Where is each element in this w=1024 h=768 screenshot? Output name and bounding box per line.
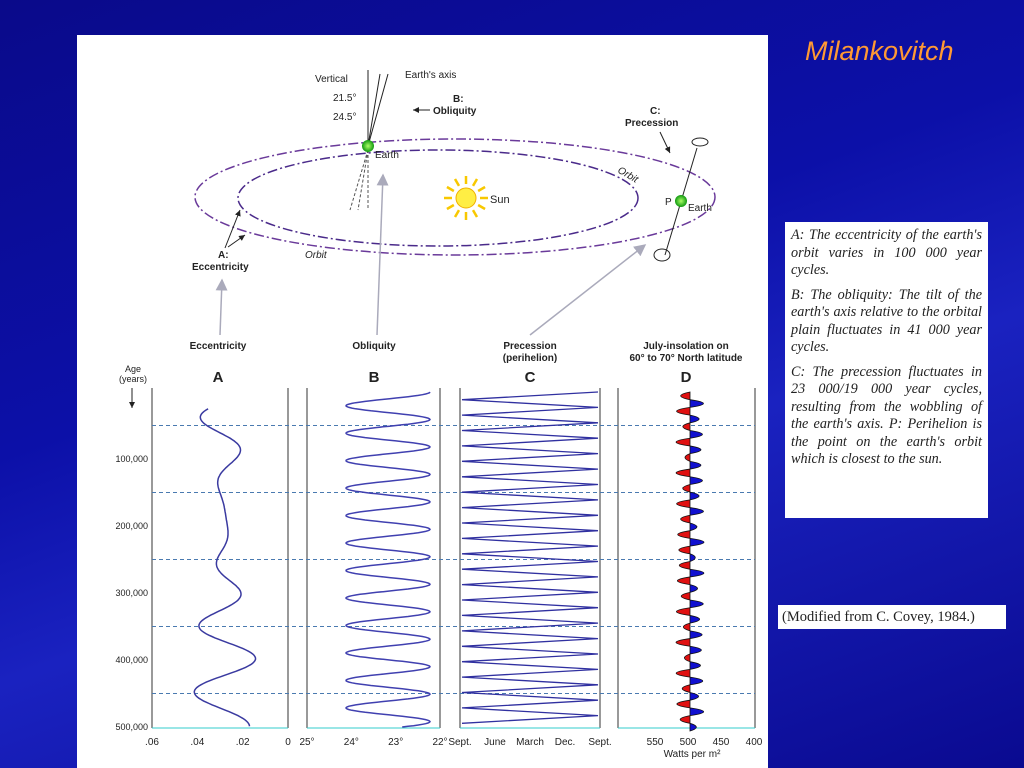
age-tick-label: 500,000 bbox=[115, 722, 148, 732]
sun-ray bbox=[455, 179, 459, 186]
insolation-low-lobe bbox=[690, 415, 699, 423]
b-label: B: bbox=[453, 94, 464, 105]
orbit-outer bbox=[195, 139, 715, 255]
eccentricity-curve bbox=[194, 409, 255, 727]
angle-max-label: 24.5° bbox=[333, 112, 357, 123]
sun-ray bbox=[447, 205, 454, 209]
angle-min-label: 21.5° bbox=[333, 93, 357, 104]
panel-c-heading-2: (perihelion) bbox=[502, 353, 558, 364]
insolation-low-lobe bbox=[690, 646, 701, 654]
insolation-low-lobe bbox=[690, 585, 698, 593]
sun-ray bbox=[473, 179, 477, 186]
sun-ray bbox=[478, 187, 485, 191]
panel-d-heading-2: 60° to 70° North latitude bbox=[629, 353, 743, 364]
insolation-low-lobe bbox=[690, 554, 695, 562]
x-tick-label: 24° bbox=[343, 737, 359, 748]
panel-a-letter: A bbox=[212, 369, 224, 386]
panel-b-letter: B bbox=[368, 369, 380, 386]
panel-c-letter: C bbox=[524, 369, 536, 386]
slide-title: Milankovitch bbox=[805, 36, 954, 66]
x-tick-label: 450 bbox=[712, 737, 730, 748]
x-tick-label: March bbox=[516, 737, 544, 748]
insolation-high-lobe bbox=[677, 577, 690, 585]
earths-axis-label: Earth's axis bbox=[405, 70, 457, 81]
age-label: Age bbox=[124, 364, 142, 374]
insolation-high-lobe bbox=[677, 407, 690, 415]
insolation-high-lobe bbox=[679, 546, 690, 554]
age-tick-label: 300,000 bbox=[115, 588, 148, 598]
insolation-low-lobe bbox=[690, 569, 704, 577]
panel-c-heading: Precession bbox=[503, 341, 557, 352]
earth-label: Earth bbox=[375, 150, 399, 161]
insolation-low-lobe bbox=[690, 431, 702, 439]
panel-d-letter: D bbox=[680, 369, 692, 386]
sun-icon bbox=[444, 176, 488, 220]
caption-box bbox=[785, 222, 988, 518]
age-tick-label: 200,000 bbox=[115, 521, 148, 531]
x-tick-label: .02 bbox=[235, 737, 250, 748]
x-tick-label: 500 bbox=[679, 737, 697, 748]
caption-a: A: The eccentricity of the earth's orbit varies in 100 000 year cycles. bbox=[791, 227, 982, 278]
precession-label: Precession bbox=[625, 118, 679, 129]
caption-b: B: The obliquity: The tilt of the earth's axis relative to the orbital plain fluctuates in 41 000 year cycles. bbox=[791, 286, 982, 355]
insolation-low-lobe bbox=[690, 615, 700, 623]
insolation-high-lobe bbox=[682, 685, 690, 693]
insolation-low-lobe bbox=[690, 662, 700, 670]
panel-d-heading: July-insolation on bbox=[643, 341, 729, 352]
x-tick-label: 23° bbox=[388, 737, 404, 748]
insolation-low-lobe bbox=[690, 631, 702, 639]
insolation-low-lobe bbox=[690, 708, 704, 716]
insolation-high-lobe bbox=[676, 608, 690, 616]
x-tick-label: 550 bbox=[646, 737, 664, 748]
insolation-high-lobe bbox=[680, 716, 690, 724]
panel-b-heading: Obliquity bbox=[352, 341, 396, 352]
insolation-high-lobe bbox=[681, 592, 690, 600]
insolation-high-lobe bbox=[683, 484, 690, 492]
insolation-high-lobe bbox=[683, 423, 690, 431]
insolation-low-lobe bbox=[690, 461, 701, 469]
obliquity-label: Obliquity bbox=[433, 106, 477, 117]
eccentricity-label: Eccentricity bbox=[192, 262, 249, 273]
vertical-label: Vertical bbox=[315, 74, 348, 85]
insolation-low-lobe bbox=[690, 492, 699, 500]
insolation-high-lobe bbox=[677, 700, 690, 708]
insolation-low-lobe bbox=[690, 538, 704, 546]
x-tick-label: .04 bbox=[190, 737, 205, 748]
orbit-label-2: Orbit bbox=[305, 250, 327, 261]
insolation-high-lobe bbox=[679, 562, 690, 570]
perihelion-label: P bbox=[665, 197, 672, 208]
orbit-inner bbox=[238, 150, 638, 246]
earth-label-2: Earth bbox=[688, 203, 712, 214]
watts-unit-label: Watts per m² bbox=[663, 749, 721, 760]
insolation-high-lobe bbox=[676, 438, 690, 446]
x-tick-label: 22° bbox=[432, 737, 448, 748]
insolation-low-lobe bbox=[690, 523, 697, 531]
insolation-low-lobe bbox=[690, 446, 701, 454]
insolation-high-lobe bbox=[681, 515, 690, 523]
x-tick-label: 25° bbox=[299, 737, 315, 748]
x-tick-label: 400 bbox=[745, 737, 763, 748]
age-unit-label: (years) bbox=[118, 374, 148, 384]
insolation-low-lobe bbox=[690, 400, 703, 408]
sun-ray bbox=[478, 205, 485, 209]
x-tick-label: 0 bbox=[285, 737, 291, 748]
age-tick-label: 100,000 bbox=[115, 454, 148, 464]
insolation-high-lobe bbox=[683, 623, 690, 631]
x-tick-label: Sept. bbox=[448, 737, 472, 748]
x-tick-label: June bbox=[484, 737, 506, 748]
insolation-high-lobe bbox=[685, 454, 690, 462]
x-tick-label: .06 bbox=[145, 737, 159, 748]
x-tick-label: Dec. bbox=[554, 737, 576, 748]
orbit-label-1: Orbit bbox=[615, 165, 640, 186]
insolation-low-lobe bbox=[690, 600, 703, 608]
insolation-high-lobe bbox=[676, 639, 690, 647]
sun-ray bbox=[447, 187, 454, 191]
age-tick-label: 400,000 bbox=[115, 655, 148, 665]
earth-icon bbox=[362, 140, 374, 152]
sun-ray bbox=[473, 210, 477, 217]
credit-text: (Modified from C. Covey, 1984.) bbox=[778, 605, 1006, 629]
sun-label: Sun bbox=[490, 194, 510, 206]
earth-perihelion-icon bbox=[675, 195, 687, 207]
insolation-high-lobe bbox=[677, 500, 690, 508]
sun-ray bbox=[455, 210, 459, 217]
panel-a-heading: Eccentricity bbox=[189, 341, 247, 352]
precession-curve bbox=[462, 392, 598, 723]
insolation-high-lobe bbox=[681, 392, 690, 400]
insolation-low-lobe bbox=[690, 677, 703, 685]
caption-c: C: The precession fluctuates in 23 000/19 000 year cycles, resulting from the wobbling of the earth's axis. P: Perihelion is the point on the earth's orbit which is closest to the sun. bbox=[791, 363, 982, 467]
c-label: C: bbox=[650, 106, 661, 117]
insolation-low-lobe bbox=[690, 508, 703, 516]
insolation-high-lobe bbox=[676, 669, 690, 677]
insolation-low-lobe bbox=[690, 723, 696, 731]
insolation-low-lobe bbox=[690, 477, 702, 485]
insolation-high-lobe bbox=[684, 654, 690, 662]
insolation-low-lobe bbox=[690, 692, 699, 700]
a-label: A: bbox=[218, 250, 229, 261]
insolation-high-lobe bbox=[678, 531, 690, 539]
insolation-high-lobe bbox=[676, 469, 690, 477]
x-tick-label: Sept. bbox=[588, 737, 612, 748]
